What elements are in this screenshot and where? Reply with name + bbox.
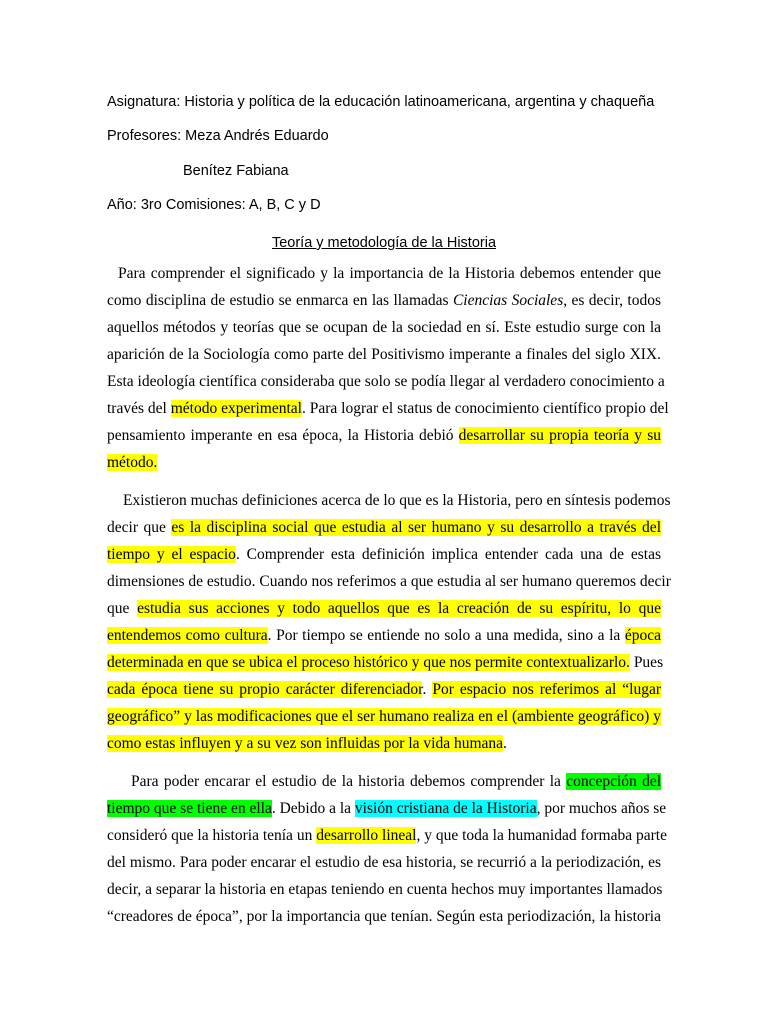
- p2-line-10: como estas influyen y a su vez son influidas por la vida humana.: [107, 735, 507, 752]
- professors-line: Profesores: Meza Andrés Eduardo: [107, 128, 329, 144]
- p2-line-9: [107, 707, 661, 727]
- p1-line-8: [107, 453, 661, 473]
- highlight-yellow: método.: [107, 454, 158, 471]
- p2-line-6: entendemos como cultura. Por tiempo se entiende no solo a una medida, sino a la época: [107, 627, 661, 644]
- p3-line-3: consideró que la historia tenía un desarrollo lineal, y que toda la humanidad formaba parte: [107, 827, 667, 844]
- highlight-yellow: geográfico” y las modificaciones que el ser humano realiza en el (ambiente geográfico) y: [107, 708, 661, 725]
- highlight-yellow: Por espacio nos referimos al “lugar: [432, 681, 661, 698]
- highlight-green: tiempo que se tiene en ella: [107, 800, 272, 817]
- professor-second: Benítez Fabiana: [183, 163, 289, 179]
- p1-line-1: Para comprender el significado y la importancia de la Historia debemos entender que: [118, 265, 661, 282]
- p3-line-1: Para poder encarar el estudio de la historia debemos comprender la concepción del: [131, 773, 662, 790]
- emphasis-text: Ciencias Sociales: [452, 292, 564, 309]
- p1-line-3: aquellos métodos y teorías que se ocupan de la sociedad en sí. Este estudio surge con la: [107, 319, 661, 336]
- highlight-yellow: método experimental: [170, 400, 302, 417]
- p1-line-6: través del método experimental. Para lograr el status de conocimiento científico propio del: [107, 400, 669, 417]
- p2-line-8: cada época tiene su propio carácter diferenciador. Por espacio nos referimos al “lugar: [107, 681, 661, 698]
- p2-line-7: determinada en que se ubica el proceso histórico y que nos permite contextualizarlo. Pues: [107, 654, 664, 671]
- highlight-yellow: es la disciplina social que estudia al ser humano y su desarrollo a través del: [171, 519, 661, 536]
- p2-line-2: decir que es la disciplina social que estudia al ser humano y su desarrollo a través del: [107, 519, 661, 536]
- highlight-yellow: como estas influyen y a su vez son influidas por la vida humana: [107, 735, 504, 752]
- highlight-yellow: desarrollar su propia teoría y su: [458, 427, 661, 444]
- highlight-yellow: cada época tiene su propio carácter diferenciador: [107, 681, 423, 698]
- p2-line-3: tiempo y el espacio. Comprender esta definición implica entender cada una de estas: [107, 546, 661, 563]
- document-title: [0, 234, 768, 252]
- p1-line-2: como disciplina de estudio se enmarca en las llamadas Ciencias Sociales, es decir, todos: [107, 292, 662, 309]
- p1-line-5: Esta ideología científica consideraba que solo se podía llegar al verdadero conocimiento a: [107, 373, 665, 390]
- highlight-yellow: época: [624, 627, 661, 644]
- p1-line-7: pensamiento imperante en esa época, la Historia debió desarrollar su propia teoría y su: [107, 427, 661, 444]
- subject-line: Asignatura: Historia y política de la educación latinoamericana, argentina y chaqueña: [107, 94, 655, 110]
- p3-line-4: del mismo. Para poder encarar el estudio de esa historia, se recurrió a la periodización, es: [107, 854, 661, 871]
- highlight-yellow: determinada en que se ubica el proceso histórico y que nos permite contextualizarlo.: [107, 654, 630, 671]
- year-line: Año: 3ro Comisiones: A, B, C y D: [107, 197, 321, 213]
- highlight-green: concepción del: [566, 773, 662, 790]
- p3-line-5: decir, a separar la historia en etapas teniendo en cuenta hechos muy importantes llamados: [107, 881, 663, 898]
- highlight-yellow: desarrollo lineal: [316, 827, 417, 844]
- p3-line-6: “creadores de época”, por la importancia que tenían. Según esta periodización, la historia: [107, 908, 661, 925]
- p2-line-1: Existieron muchas definiciones acerca de lo que es la Historia, pero en síntesis podemos: [123, 492, 671, 509]
- highlight-yellow: tiempo y el espacio: [107, 546, 236, 563]
- p1-line-4: aparición de la Sociología como parte del Positivismo imperante a finales del siglo XIX.: [107, 346, 661, 363]
- p2-line-4: dimensiones de estudio. Cuando nos referimos a que estudia al ser humano queremos decir: [107, 573, 671, 590]
- title-text: Teoría y metodología de la Historia: [271, 235, 497, 251]
- p2-line-5: que estudia sus acciones y todo aquellos que es la creación de su espíritu, lo que: [107, 600, 661, 617]
- highlight-yellow: estudia sus acciones y todo aquellos que es la creación de su espíritu, lo que: [137, 600, 661, 617]
- highlight-cyan: visión cristiana de la Historia: [354, 800, 537, 817]
- p3-line-2: tiempo que se tiene en ella. Debido a la visión cristiana de la Historia, por muchos años se: [107, 800, 667, 817]
- highlight-yellow: entendemos como cultura: [107, 627, 268, 644]
